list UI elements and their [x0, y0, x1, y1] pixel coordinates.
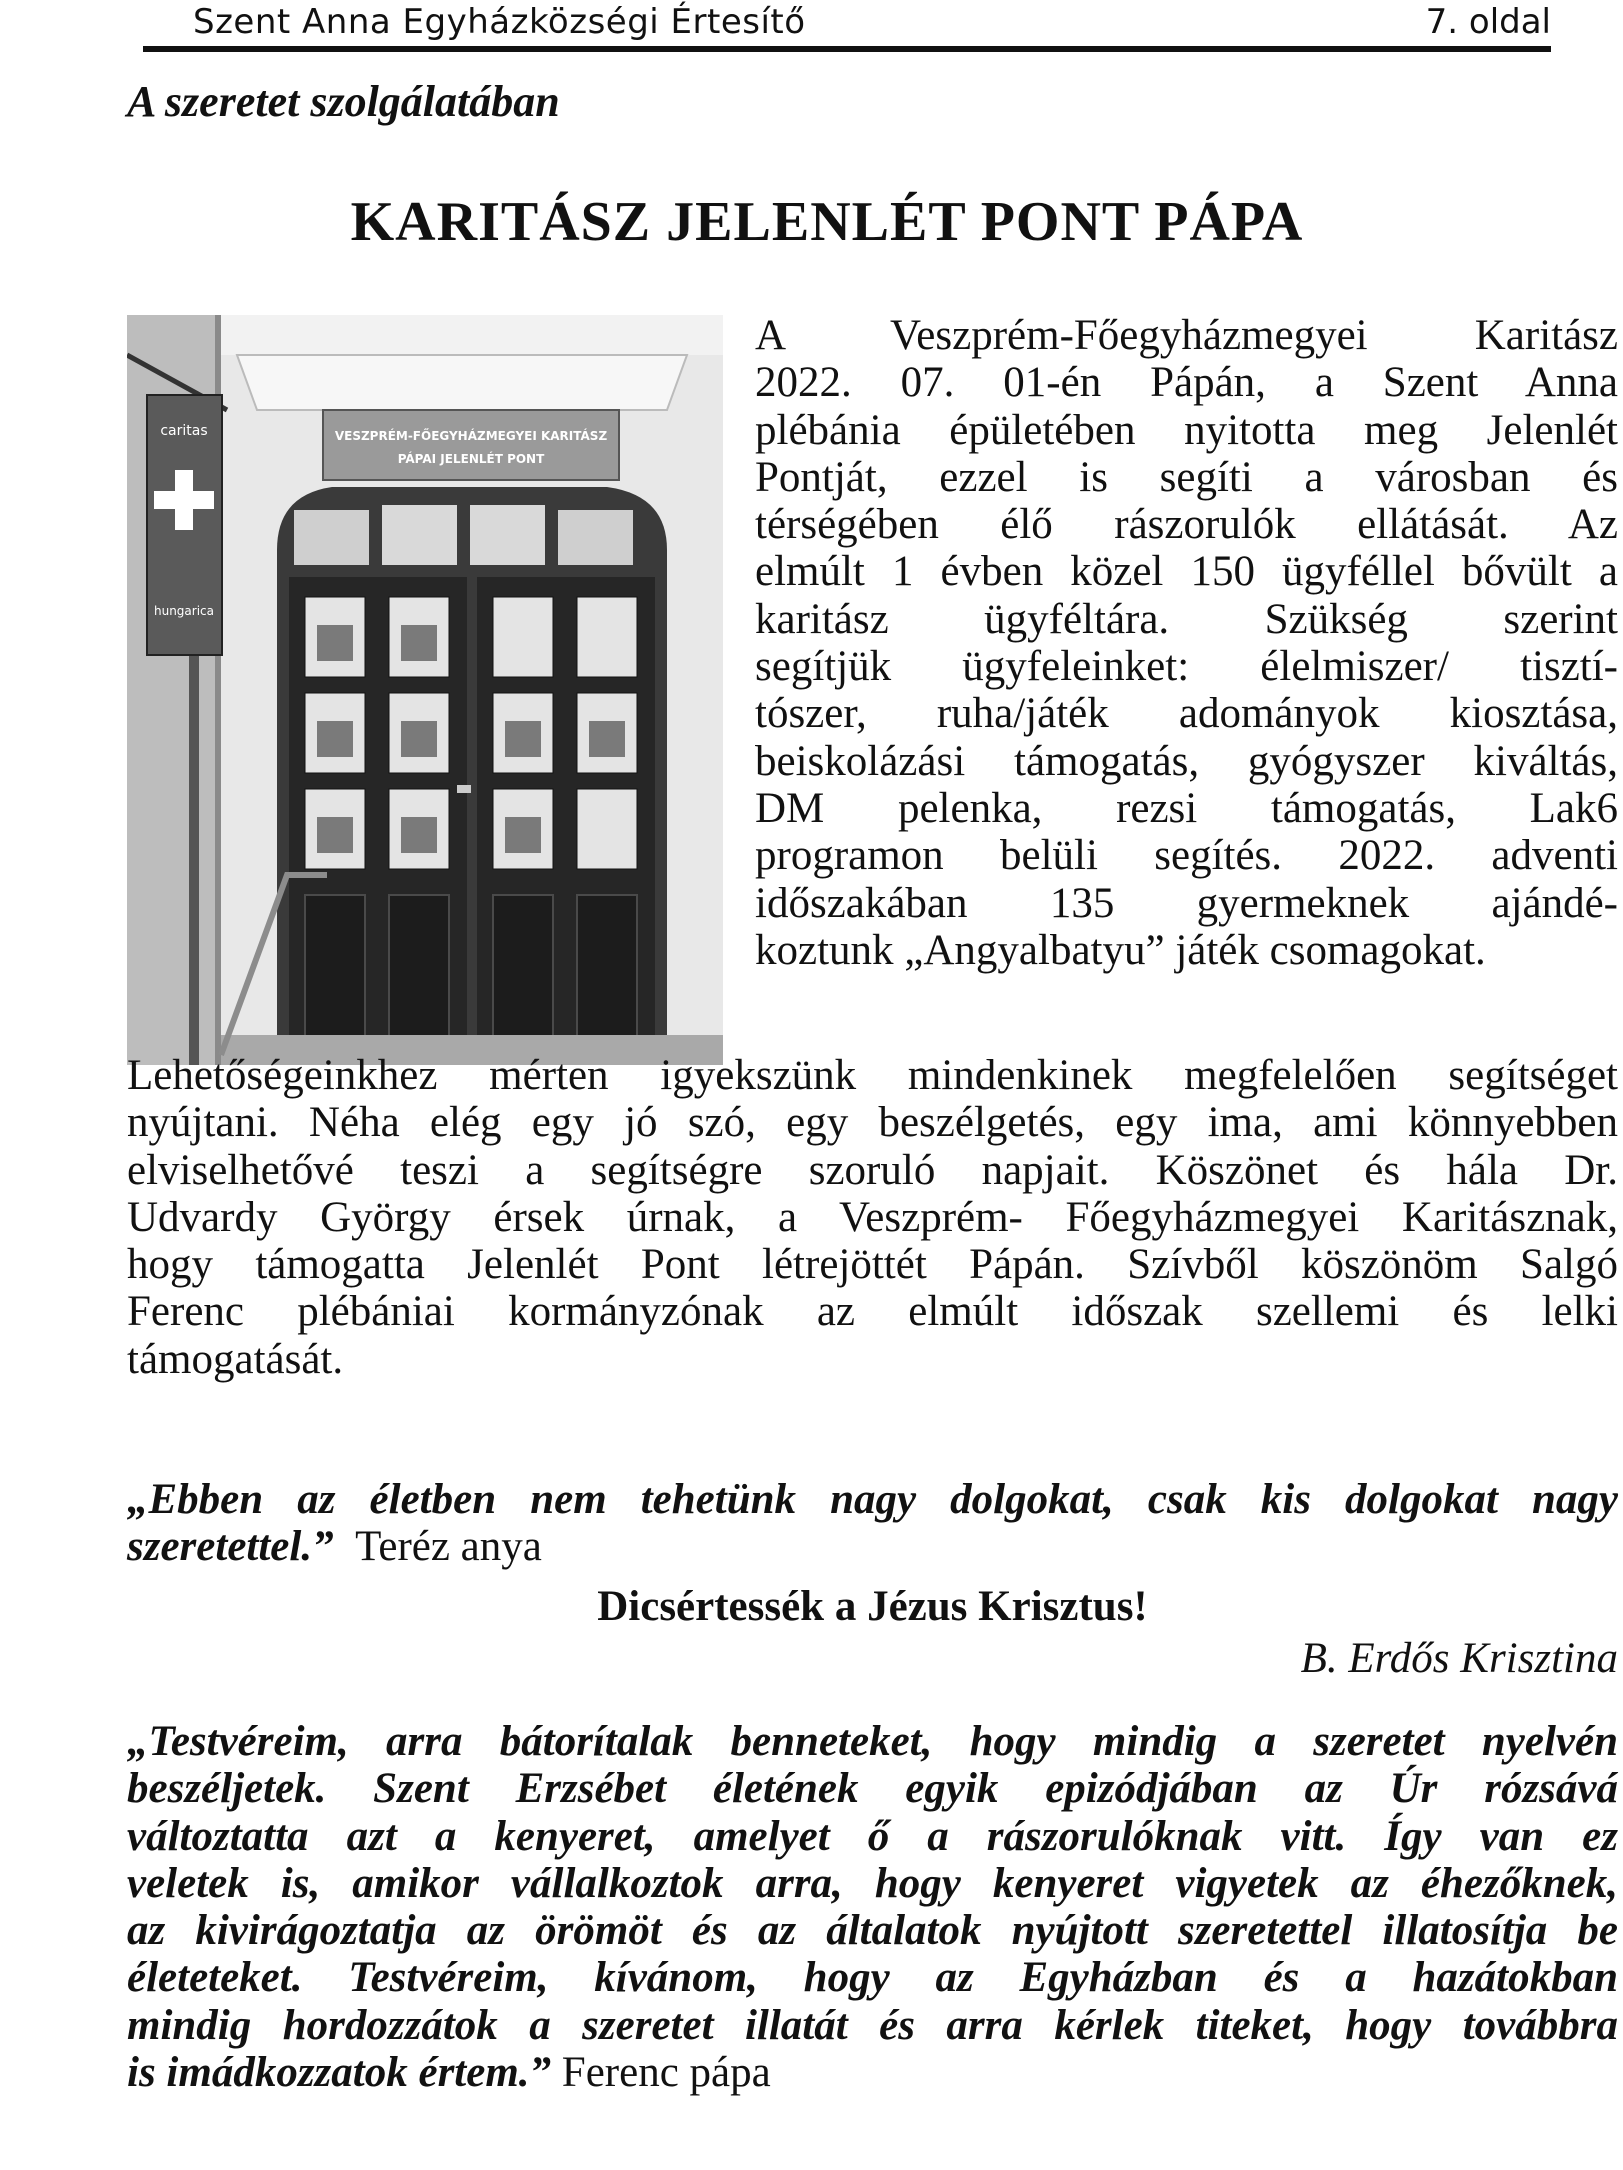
- intro-line: tószer, ruha/játék adományok kiosztása,: [755, 690, 1618, 738]
- quote-line: beszéljetek. Szent Erzsébet életének egyik epizódjában az Úr rózsává: [127, 1765, 1618, 1813]
- intro-line: elmúlt 1 évben közel 150 ügyféllel bővült a: [755, 548, 1618, 596]
- body-line: támogatását.: [127, 1335, 344, 1383]
- banner-bottom-text: hungarica: [153, 604, 215, 618]
- intro-line: 2022. 07. 01-én Pápán, a Szent Anna: [755, 359, 1618, 407]
- body-paragraph: [127, 1052, 1618, 1383]
- intro-line: Pontját, ezzel is segíti a városban és: [755, 453, 1618, 501]
- quote-line: veletek is, amikor vállalkoztok arra, hogy kenyeret vigyetek az éhezőknek,: [127, 1859, 1618, 1907]
- quote-line: „Testvéreim, arra bátorítalak benneteket, hogy mindig a szeretet nyelvén: [127, 1718, 1618, 1765]
- sign-line-1: VESZPRÉM-FŐEGYHÁZMEGYEI KARITÁSZ: [334, 429, 608, 443]
- page-header: [143, 0, 1551, 50]
- intro-line: időszakában 135 gyermeknek ajándé-: [755, 879, 1618, 927]
- quote-line-last: [127, 1523, 1618, 1570]
- signature: B. Erdős Krisztina: [1300, 1635, 1618, 1682]
- intro-line: plébánia épületében nyitotta meg Jelenlét: [755, 406, 1618, 454]
- quote-line-text: szeretettel.”: [127, 1523, 334, 1571]
- quote-author: Teréz anya: [355, 1523, 542, 1571]
- pope-quote: [127, 1718, 1618, 2096]
- intro-text: [755, 312, 1618, 974]
- intro-line: programon belüli segítés. 2022. adventi: [755, 832, 1618, 880]
- intro-line: térségében élő rászorulók ellátását. Az: [755, 501, 1618, 549]
- quote-line: mindig hordozzátok a szeretet illatát és arra kérlek titeket, hogy továbbra: [127, 2001, 1618, 2049]
- quote-line: változtatta azt a kenyeret, amelyet ő a rászorulóknak vitt. Így van ez: [127, 1812, 1618, 1860]
- sign-line-2: PÁPAI JELENLÉT PONT: [397, 452, 545, 466]
- body-line: Udvardy György érsek úrnak, a Veszprém- Főegyházmegyei Karitásznak,: [127, 1193, 1618, 1241]
- intro-line: koztunk „Angyalbatyu” játék csomagokat.: [755, 926, 1486, 974]
- intro-line: segítjük ügyfeleinket: élelmiszer/ tisztí-: [755, 643, 1618, 691]
- quote-line: „Ebben az életben nem tehetünk nagy dolgokat, csak kis dolgokat nagy: [127, 1476, 1618, 1523]
- intro-line: A Veszprém-Főegyházmegyei Karitász: [755, 312, 1618, 359]
- body-line: nyújtani. Néha elég egy jó szó, egy beszélgetés, egy ima, ami könnyebben: [127, 1099, 1618, 1147]
- publication-name: Szent Anna Egyházközségi Értesítő: [193, 2, 806, 42]
- greeting: Dicsértessék a Jézus Krisztus!: [597, 1583, 1148, 1630]
- quote-author: Ferenc pápa: [561, 2049, 771, 2097]
- entrance-photo: [127, 315, 723, 1065]
- section-label: A szeretet szolgálatában: [127, 77, 560, 126]
- intro-line: beiskolázási támogatás, gyógyszer kiváltás,: [755, 737, 1618, 785]
- quote-line-text: is imádkozzatok értem.”: [127, 2049, 552, 2097]
- intro-line: karitász ügyféltára. Szükség szerint: [755, 595, 1618, 643]
- quote-line: életeteket. Testvéreim, kívánom, hogy az Egyházban és a hazátokban: [127, 1954, 1618, 2002]
- body-line: elviselhetővé teszi a segítségre szoruló napjait. Köszönet és hála Dr.: [127, 1146, 1618, 1194]
- quote-line-last: [127, 2049, 1618, 2096]
- teresa-quote: [127, 1476, 1618, 1571]
- intro-line: DM pelenka, rezsi támogatás, Lak6: [755, 784, 1618, 832]
- header-rule: [143, 46, 1551, 52]
- body-line: Lehetőségeinkhez mérten igyekszünk mindenkinek megfelelően segítséget: [127, 1052, 1618, 1099]
- banner-top-text: caritas: [160, 423, 208, 439]
- body-line: hogy támogatta Jelenlét Pont létrejöttét Pápán. Szívből köszönöm Salgó: [127, 1241, 1618, 1289]
- body-line: Ferenc plébániai kormányzónak az elmúlt időszak szellemi és lelki: [127, 1288, 1618, 1336]
- quote-line: az kivirágoztatja az örömöt és az általatok nyújtott szeretettel illatosítja be: [127, 1907, 1618, 1955]
- article-title: KARITÁSZ JELENLÉT PONT PÁPA: [350, 191, 1304, 253]
- page-number: 7. oldal: [1425, 2, 1551, 42]
